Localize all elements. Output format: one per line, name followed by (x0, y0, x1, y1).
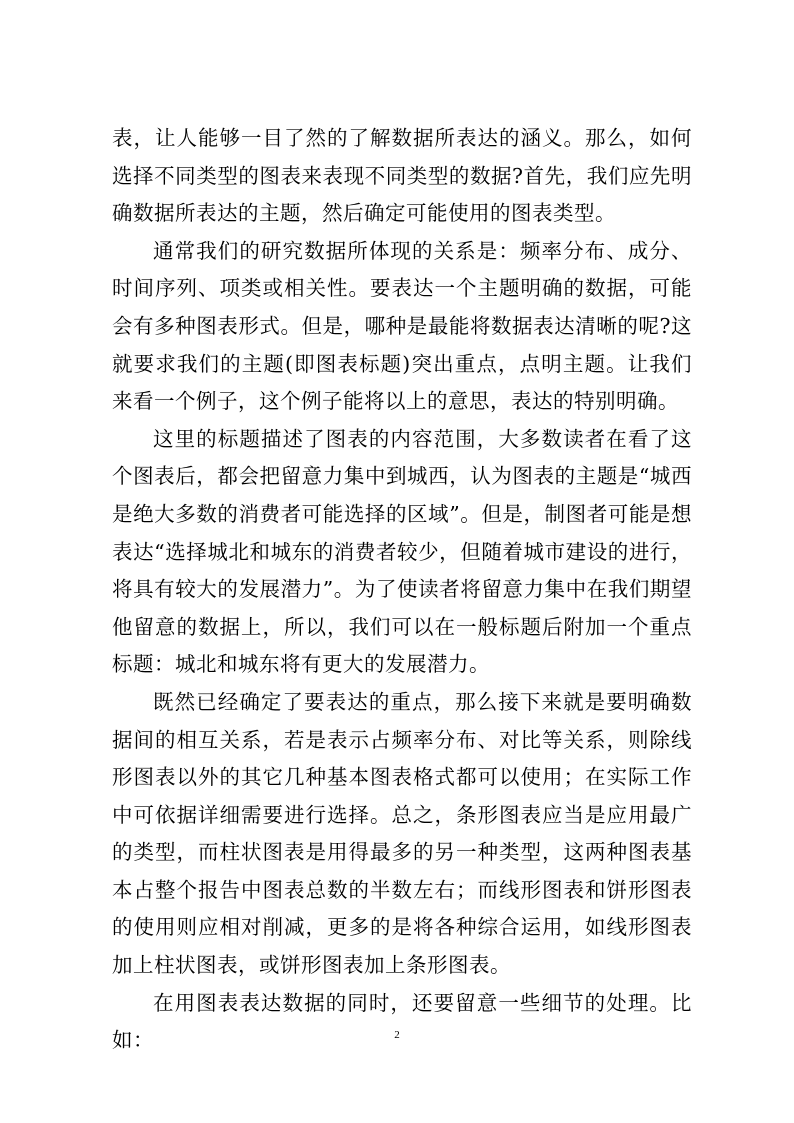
paragraph-4: 既然已经确定了要表达的重点，那么接下来就是要明确数据间的相互关系，若是表示占频率分布、对比等关系，则除线形图表以外的其它几种基本图表格式都可以使用；在实际工作中可依据详细需要进行选择。总之，条形图表应当是应用最广的类型，而柱状图表是用得最多的另一种类型，这两种图表基本占整个报告中图表总数的半数左右；而线形图表和饼形图表的使用则应相对削减，更多的是将各种综合运用，如线形图表加上柱状图表，或饼形图表加上条形图表。 (112, 689, 692, 978)
body-text (112, 120, 692, 1060)
page-number: 2 (394, 1029, 400, 1041)
paragraph-3: 这里的标题描述了图表的内容范围，大多数读者在看了这个图表后，都会把留意力集中到城西，认为图表的主题是“城西是绝大多数的消费者可能选择的区域”。但是，制图者可能是想表达“选择城北和城东的消费者较少，但随着城市建设的进行，将具有较大的发展潜力”。为了使读者将留意力集中在我们期望他留意的数据上，所以，我们可以在一般标题后附加一个重点标题：城北和城东将有更大的发展潜力。 (112, 426, 692, 677)
paragraph-1: 表，让人能够一目了然的了解数据所表达的涵义。那么，如何选择不同类型的图表来表现不同类型的数据?首先，我们应先明确数据所表达的主题，然后确定可能使用的图表类型。 (112, 126, 692, 226)
paragraph-5: 在用图表表达数据的同时，还要留意一些细节的处理。比如： (112, 990, 692, 1053)
paragraph-2: 通常我们的研究数据所体现的关系是：频率分布、成分、时间序列、项类或相关性。要表达一个主题明确的数据，可能会有多种图表形式。但是，哪种是最能将数据表达清晰的呢?这就要求我们的主题(即图表标题)突出重点，点明主题。让我们来看一个例子，这个例子能将以上的意思，表达的特别明确。 (112, 238, 692, 414)
